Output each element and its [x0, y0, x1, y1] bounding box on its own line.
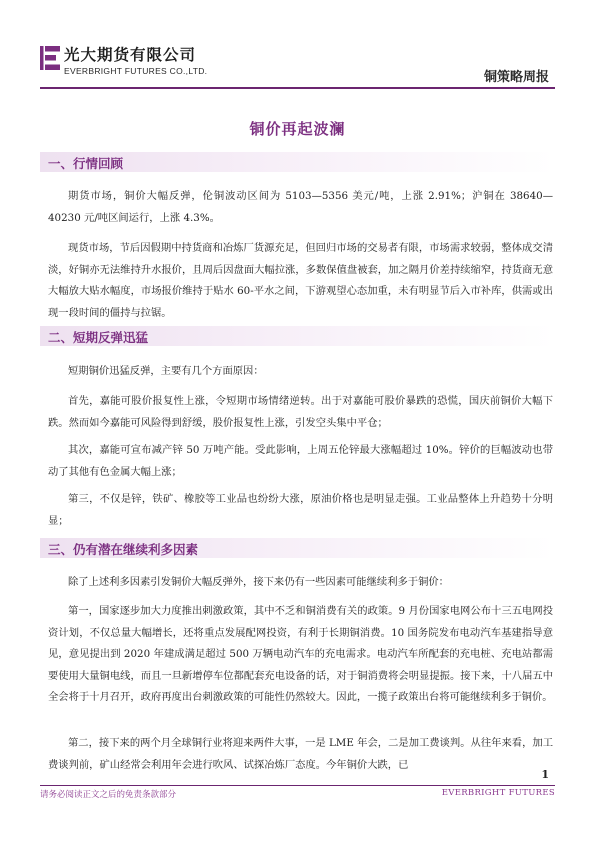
paragraph: 短期铜价迅猛反弹，主要有几个方面原因：	[68, 365, 264, 377]
paragraph: 其次，嘉能可宣布减产锌 50 万吨产能。受此影响，上周五伦锌最大涨幅超过 10%。锌价的巨幅波动也带动了其他有色金属大幅上涨；	[48, 444, 553, 478]
section-heading-text: 三、仍有潜在继续利多因素	[48, 542, 199, 557]
section-heading-text: 一、行情回顾	[48, 156, 124, 171]
page-number: 1	[541, 768, 549, 781]
footer-divider	[40, 785, 555, 786]
company-name-en: EVERBRIGHT FUTURES CO.,LTD.	[64, 66, 208, 76]
everbright-logo-icon	[40, 46, 60, 70]
paragraph: 现货市场，节后因假期中持货商和冶炼厂货源充足，但回归市场的交易者有限，市场需求较弱，整体成交清淡，好铜亦无法维持升水报价，且周后因盘面大幅拉涨，多数保值盘被套，加之隔月价差持续缩窄，持货商无意大幅放大贴水幅度，市场报价维持于贴水 60-平水之间，下游观望心态加重，未有明显节后入市补库，供需或出现一段时间的僵持与拉锯。	[48, 242, 553, 319]
paragraph: 第二，接下来的两个月全球铜行业将迎来两件大事，一是 LME 年会，二是加工费谈判。从往年来看，加工费谈判前，矿山经常会利用年会进行吹风、试探冶炼厂态度。今年铜价大跌，已	[48, 737, 553, 771]
paragraph: 除了上述利多因素引发铜价大幅反弹外，接下来仍有一些因素可能继续利多于铜价：	[68, 576, 449, 588]
footer-disclaimer: 请务必阅读正文之后的免责条款部分	[40, 790, 177, 800]
header-divider	[40, 87, 555, 89]
section-heading-3	[40, 538, 555, 558]
page-header	[0, 0, 595, 90]
section-heading-1	[40, 152, 555, 172]
paragraph: 首先，嘉能可股价报复性上涨，令短期市场情绪逆转。出于对嘉能可股价暴跌的恐慌，国庆前铜价大幅下跌。然而如今嘉能可风险得到舒缓，股价报复性上涨，引发空头集中平仓；	[48, 395, 553, 429]
paragraph: 期货市场，铜价大幅反弹，伦铜波动区间为 5103—5356 美元/吨，上涨 2.91%；沪铜在 38640—40230 元/吨区间运行，上涨 4.3%。	[48, 190, 553, 224]
paragraph: 第一，国家逐步加大力度推出刺激政策，其中不乏和铜消费有关的政策。9 月份国家电网公布十三五电网投资计划，不仅总量大幅增长，还将重点发展配网投资，有利于长期铜消费。10 国务院发布电动汽车基建指导意见，意见提出到 2020 年建成满足超过 500 万辆电动汽车的充电需求。电动汽车所配套的充电桩、充电站都需要使用大量铜电线，而且一旦新增停车位都配套充电设备的话，对于铜消费将会明显提振。接下来，十八届五中全会将于十月召开，政府再度出台刺激政策的可能性仍然较大。因此，一揽子政策出台将可能继续利多于铜价。	[48, 605, 553, 703]
company-name-cn: 光大期货有限公司	[64, 45, 197, 64]
footer-brand: EVERBRIGHT FUTURES	[441, 788, 555, 798]
document-title: 铜价再起波澜	[249, 120, 346, 138]
paragraph: 第三，不仅是锌，铁矿、橡胶等工业品也纷纷大涨，原油价格也是明显走强。工业品整体上升趋势十分明显；	[48, 493, 553, 527]
section-heading-2	[40, 326, 555, 346]
section-heading-text: 二、短期反弹迅猛	[48, 330, 149, 345]
report-series-title: 铜策略周报	[483, 70, 549, 85]
